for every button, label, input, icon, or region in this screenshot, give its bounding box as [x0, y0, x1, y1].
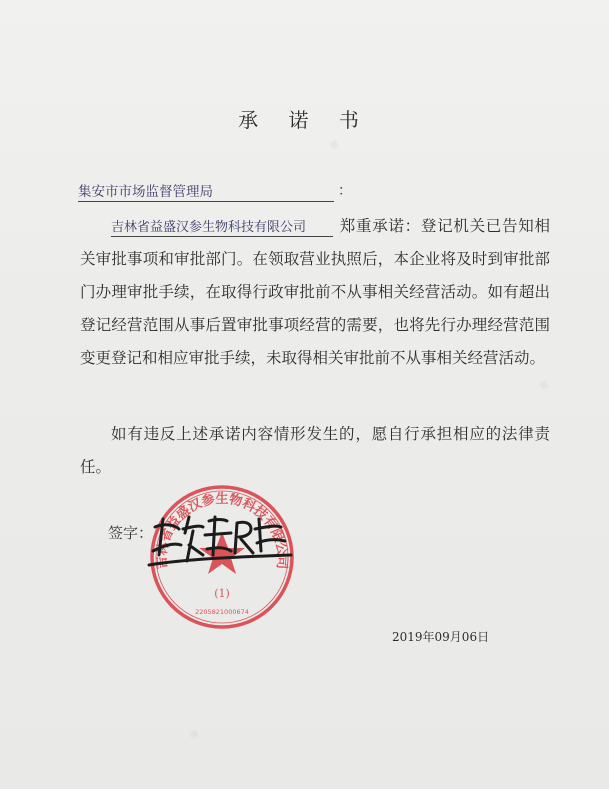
watermark: ▦ [188, 728, 201, 742]
seal-number: 2205821000674 [195, 608, 249, 616]
signature-label: 签字： [108, 524, 154, 542]
watermark: ▦ [538, 378, 551, 392]
handwritten-signature [145, 505, 295, 575]
addressee-colon: ： [338, 183, 352, 199]
commitment-text: 郑重承诺：登记机关已告知相关审批事项和审批部门。在领取营业执照后，本企业将及时到审批部门办理审批手续，在取得行政审批前不从事相关经营活动。如有超出登记经营范围从事后置审批事项经营的需要，也将先行办理经营范围变更登记和相应审批手续，未取得相关审批前不从事相关经营活动。 [80, 217, 550, 367]
liability-paragraph: 如有违反上述承诺内容情形发生的，愿自行承担相应的法律责任。 [80, 425, 550, 476]
commitment-paragraph [80, 210, 550, 375]
watermark: ▦ [328, 138, 341, 152]
document-date: 2019年09月06日 [392, 630, 490, 644]
company-name-field: 吉林省益盛汉参生物科技有限公司 [111, 219, 333, 237]
addressee-field: 集安市市场监督管理局 [78, 180, 334, 202]
seal-center-mark: (1) [214, 587, 230, 600]
seal-ring-text: 吉林省益盛汉参生物科技有限公司 [154, 491, 290, 570]
document-title: 承 诺 书 [238, 108, 371, 132]
